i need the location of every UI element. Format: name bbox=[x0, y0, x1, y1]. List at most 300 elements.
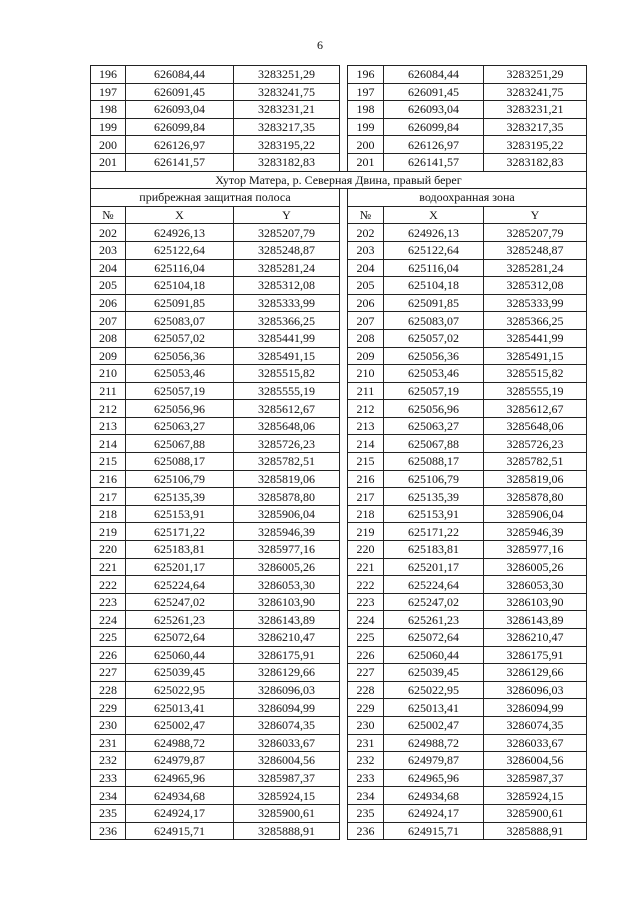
right-point-number: 228 bbox=[348, 681, 384, 699]
table-row bbox=[91, 488, 587, 506]
right-zone-title: водоохранная зона bbox=[348, 189, 587, 207]
table-row bbox=[91, 681, 587, 699]
right-y-coordinate: 3285987,37 bbox=[484, 769, 587, 787]
column-gap bbox=[340, 787, 348, 805]
column-gap bbox=[340, 294, 348, 312]
left-point-number: 217 bbox=[91, 488, 126, 506]
left-y-coordinate: 3285782,51 bbox=[234, 453, 340, 471]
column-gap bbox=[340, 417, 348, 435]
right-y-coordinate: 3285248,87 bbox=[484, 241, 587, 259]
left-y-coordinate: 3286074,35 bbox=[234, 716, 340, 734]
left-point-number: 214 bbox=[91, 435, 126, 453]
right-y-coordinate: 3285366,25 bbox=[484, 312, 587, 330]
column-gap bbox=[340, 118, 348, 136]
right-header-y: Y bbox=[484, 206, 587, 224]
column-gap bbox=[340, 259, 348, 277]
right-x-coordinate: 625083,07 bbox=[384, 312, 484, 330]
left-y-coordinate: 3285648,06 bbox=[234, 417, 340, 435]
table-row bbox=[91, 329, 587, 347]
table-row bbox=[91, 153, 587, 171]
column-gap bbox=[340, 224, 348, 242]
right-x-coordinate: 624934,68 bbox=[384, 787, 484, 805]
left-point-number: 199 bbox=[91, 118, 126, 136]
left-y-coordinate: 3285726,23 bbox=[234, 435, 340, 453]
left-point-number: 213 bbox=[91, 417, 126, 435]
left-y-coordinate: 3285281,24 bbox=[234, 259, 340, 277]
table-row bbox=[91, 752, 587, 770]
left-x-coordinate: 625039,45 bbox=[126, 664, 234, 682]
main-rows bbox=[91, 224, 587, 840]
column-gap bbox=[340, 822, 348, 840]
right-y-coordinate: 3286143,89 bbox=[484, 611, 587, 629]
left-x-coordinate: 624915,71 bbox=[126, 822, 234, 840]
table-row bbox=[91, 769, 587, 787]
left-y-coordinate: 3285924,15 bbox=[234, 787, 340, 805]
left-point-number: 236 bbox=[91, 822, 126, 840]
left-x-coordinate: 625171,22 bbox=[126, 523, 234, 541]
table-row bbox=[91, 629, 587, 647]
left-y-coordinate: 3285878,80 bbox=[234, 488, 340, 506]
right-point-number: 205 bbox=[348, 277, 384, 295]
column-gap bbox=[340, 400, 348, 418]
column-gap bbox=[340, 136, 348, 154]
left-y-coordinate: 3283195,22 bbox=[234, 136, 340, 154]
table-row bbox=[91, 435, 587, 453]
left-x-coordinate: 625261,23 bbox=[126, 611, 234, 629]
table-row bbox=[91, 224, 587, 242]
top-rows bbox=[91, 66, 587, 172]
right-y-coordinate: 3285819,06 bbox=[484, 470, 587, 488]
right-y-coordinate: 3285924,15 bbox=[484, 787, 587, 805]
right-point-number: 206 bbox=[348, 294, 384, 312]
left-point-number: 205 bbox=[91, 277, 126, 295]
right-point-number: 231 bbox=[348, 734, 384, 752]
table-row bbox=[91, 470, 587, 488]
right-point-number: 225 bbox=[348, 629, 384, 647]
left-point-number: 225 bbox=[91, 629, 126, 647]
left-x-coordinate: 624934,68 bbox=[126, 787, 234, 805]
column-gap bbox=[340, 101, 348, 119]
left-y-coordinate: 3285888,91 bbox=[234, 822, 340, 840]
column-gap bbox=[340, 382, 348, 400]
right-point-number: 212 bbox=[348, 400, 384, 418]
right-y-coordinate: 3283241,75 bbox=[484, 83, 587, 101]
left-x-coordinate: 624988,72 bbox=[126, 734, 234, 752]
table-row bbox=[91, 611, 587, 629]
column-gap bbox=[340, 664, 348, 682]
right-y-coordinate: 3285906,04 bbox=[484, 505, 587, 523]
left-point-number: 227 bbox=[91, 664, 126, 682]
right-x-coordinate: 625261,23 bbox=[384, 611, 484, 629]
right-point-number: 232 bbox=[348, 752, 384, 770]
left-point-number: 231 bbox=[91, 734, 126, 752]
column-gap bbox=[340, 558, 348, 576]
right-point-number: 203 bbox=[348, 241, 384, 259]
left-x-coordinate: 625116,04 bbox=[126, 259, 234, 277]
left-point-number: 223 bbox=[91, 593, 126, 611]
right-y-coordinate: 3286094,99 bbox=[484, 699, 587, 717]
left-x-coordinate: 626099,84 bbox=[126, 118, 234, 136]
right-x-coordinate: 624979,87 bbox=[384, 752, 484, 770]
left-x-coordinate: 624979,87 bbox=[126, 752, 234, 770]
right-y-coordinate: 3285900,61 bbox=[484, 804, 587, 822]
right-x-coordinate: 626126,97 bbox=[384, 136, 484, 154]
right-point-number: 213 bbox=[348, 417, 384, 435]
table-row bbox=[91, 646, 587, 664]
left-y-coordinate: 3285333,99 bbox=[234, 294, 340, 312]
right-header-x: X bbox=[384, 206, 484, 224]
coordinates-table bbox=[90, 65, 587, 840]
left-point-number: 226 bbox=[91, 646, 126, 664]
left-point-number: 208 bbox=[91, 329, 126, 347]
right-y-coordinate: 3286053,30 bbox=[484, 576, 587, 594]
right-y-coordinate: 3286005,26 bbox=[484, 558, 587, 576]
left-y-coordinate: 3286053,30 bbox=[234, 576, 340, 594]
table-row bbox=[91, 83, 587, 101]
left-x-coordinate: 625106,79 bbox=[126, 470, 234, 488]
left-x-coordinate: 625153,91 bbox=[126, 505, 234, 523]
column-gap bbox=[340, 241, 348, 259]
left-x-coordinate: 625057,19 bbox=[126, 382, 234, 400]
left-y-coordinate: 3285491,15 bbox=[234, 347, 340, 365]
table-row bbox=[91, 365, 587, 383]
left-y-coordinate: 3285555,19 bbox=[234, 382, 340, 400]
left-y-coordinate: 3285207,79 bbox=[234, 224, 340, 242]
right-x-coordinate: 626084,44 bbox=[384, 66, 484, 84]
left-y-coordinate: 3285900,61 bbox=[234, 804, 340, 822]
left-point-number: 230 bbox=[91, 716, 126, 734]
left-x-coordinate: 625135,39 bbox=[126, 488, 234, 506]
column-gap bbox=[340, 83, 348, 101]
table-row bbox=[91, 734, 587, 752]
right-x-coordinate: 625171,22 bbox=[384, 523, 484, 541]
right-y-coordinate: 3285555,19 bbox=[484, 382, 587, 400]
right-x-coordinate: 625088,17 bbox=[384, 453, 484, 471]
column-gap bbox=[340, 277, 348, 295]
table-row bbox=[91, 417, 587, 435]
left-x-coordinate: 624926,13 bbox=[126, 224, 234, 242]
left-point-number: 202 bbox=[91, 224, 126, 242]
right-y-coordinate: 3285782,51 bbox=[484, 453, 587, 471]
left-x-coordinate: 625053,46 bbox=[126, 365, 234, 383]
right-y-coordinate: 3285281,24 bbox=[484, 259, 587, 277]
table-row bbox=[91, 382, 587, 400]
column-gap bbox=[340, 435, 348, 453]
right-point-number: 220 bbox=[348, 541, 384, 559]
left-point-number: 212 bbox=[91, 400, 126, 418]
right-x-coordinate: 626091,45 bbox=[384, 83, 484, 101]
column-gap bbox=[340, 646, 348, 664]
right-point-number: 197 bbox=[348, 83, 384, 101]
right-point-number: 226 bbox=[348, 646, 384, 664]
column-gap bbox=[340, 681, 348, 699]
column-gap bbox=[340, 347, 348, 365]
column-gap bbox=[340, 734, 348, 752]
right-point-number: 218 bbox=[348, 505, 384, 523]
right-x-coordinate: 625224,64 bbox=[384, 576, 484, 594]
left-y-coordinate: 3286175,91 bbox=[234, 646, 340, 664]
right-x-coordinate: 624915,71 bbox=[384, 822, 484, 840]
table-row bbox=[91, 259, 587, 277]
left-y-coordinate: 3285987,37 bbox=[234, 769, 340, 787]
section-title: Хутор Матера, р. Северная Двина, правый берег bbox=[91, 171, 587, 189]
left-point-number: 206 bbox=[91, 294, 126, 312]
right-x-coordinate: 625053,46 bbox=[384, 365, 484, 383]
left-point-number: 234 bbox=[91, 787, 126, 805]
left-x-coordinate: 625022,95 bbox=[126, 681, 234, 699]
right-point-number: 214 bbox=[348, 435, 384, 453]
right-point-number: 200 bbox=[348, 136, 384, 154]
left-x-coordinate: 625091,85 bbox=[126, 294, 234, 312]
right-x-coordinate: 626099,84 bbox=[384, 118, 484, 136]
left-y-coordinate: 3286103,90 bbox=[234, 593, 340, 611]
right-y-coordinate: 3285878,80 bbox=[484, 488, 587, 506]
right-x-coordinate: 625056,36 bbox=[384, 347, 484, 365]
left-y-coordinate: 3283231,21 bbox=[234, 101, 340, 119]
right-x-coordinate: 625067,88 bbox=[384, 435, 484, 453]
right-x-coordinate: 625022,95 bbox=[384, 681, 484, 699]
right-y-coordinate: 3283251,29 bbox=[484, 66, 587, 84]
column-gap bbox=[340, 804, 348, 822]
right-point-number: 223 bbox=[348, 593, 384, 611]
right-point-number: 235 bbox=[348, 804, 384, 822]
right-header-number: № bbox=[348, 206, 384, 224]
right-point-number: 222 bbox=[348, 576, 384, 594]
left-point-number: 200 bbox=[91, 136, 126, 154]
left-y-coordinate: 3286033,67 bbox=[234, 734, 340, 752]
left-x-coordinate: 625056,36 bbox=[126, 347, 234, 365]
left-point-number: 216 bbox=[91, 470, 126, 488]
left-y-coordinate: 3286005,26 bbox=[234, 558, 340, 576]
right-y-coordinate: 3285648,06 bbox=[484, 417, 587, 435]
right-point-number: 198 bbox=[348, 101, 384, 119]
table-row bbox=[91, 66, 587, 84]
left-x-coordinate: 626141,57 bbox=[126, 153, 234, 171]
right-y-coordinate: 3285441,99 bbox=[484, 329, 587, 347]
table-row bbox=[91, 400, 587, 418]
right-x-coordinate: 625002,47 bbox=[384, 716, 484, 734]
right-point-number: 229 bbox=[348, 699, 384, 717]
right-y-coordinate: 3285946,39 bbox=[484, 523, 587, 541]
column-gap bbox=[340, 752, 348, 770]
left-y-coordinate: 3285366,25 bbox=[234, 312, 340, 330]
right-y-coordinate: 3286129,66 bbox=[484, 664, 587, 682]
column-gap bbox=[340, 593, 348, 611]
right-point-number: 224 bbox=[348, 611, 384, 629]
left-point-number: 219 bbox=[91, 523, 126, 541]
right-x-coordinate: 626141,57 bbox=[384, 153, 484, 171]
right-x-coordinate: 624926,13 bbox=[384, 224, 484, 242]
table-row bbox=[91, 118, 587, 136]
table-row bbox=[91, 505, 587, 523]
left-point-number: 218 bbox=[91, 505, 126, 523]
left-point-number: 209 bbox=[91, 347, 126, 365]
left-point-number: 210 bbox=[91, 365, 126, 383]
left-y-coordinate: 3285515,82 bbox=[234, 365, 340, 383]
column-gap bbox=[340, 716, 348, 734]
left-x-coordinate: 626084,44 bbox=[126, 66, 234, 84]
left-point-number: 203 bbox=[91, 241, 126, 259]
left-y-coordinate: 3285441,99 bbox=[234, 329, 340, 347]
left-y-coordinate: 3283182,83 bbox=[234, 153, 340, 171]
right-x-coordinate: 625104,18 bbox=[384, 277, 484, 295]
left-x-coordinate: 624924,17 bbox=[126, 804, 234, 822]
left-x-coordinate: 624965,96 bbox=[126, 769, 234, 787]
right-point-number: 217 bbox=[348, 488, 384, 506]
right-point-number: 216 bbox=[348, 470, 384, 488]
right-point-number: 209 bbox=[348, 347, 384, 365]
left-y-coordinate: 3285819,06 bbox=[234, 470, 340, 488]
right-y-coordinate: 3286103,90 bbox=[484, 593, 587, 611]
left-y-coordinate: 3285312,08 bbox=[234, 277, 340, 295]
right-y-coordinate: 3285612,67 bbox=[484, 400, 587, 418]
table-row bbox=[91, 822, 587, 840]
table-row bbox=[91, 576, 587, 594]
left-point-number: 229 bbox=[91, 699, 126, 717]
right-x-coordinate: 625057,19 bbox=[384, 382, 484, 400]
right-x-coordinate: 625247,02 bbox=[384, 593, 484, 611]
left-zone-title: прибрежная защитная полоса bbox=[91, 189, 340, 207]
left-x-coordinate: 625013,41 bbox=[126, 699, 234, 717]
right-x-coordinate: 625135,39 bbox=[384, 488, 484, 506]
right-x-coordinate: 625106,79 bbox=[384, 470, 484, 488]
table-row bbox=[91, 664, 587, 682]
right-point-number: 208 bbox=[348, 329, 384, 347]
table-row bbox=[91, 787, 587, 805]
left-y-coordinate: 3283251,29 bbox=[234, 66, 340, 84]
right-y-coordinate: 3283217,35 bbox=[484, 118, 587, 136]
right-point-number: 211 bbox=[348, 382, 384, 400]
right-x-coordinate: 624924,17 bbox=[384, 804, 484, 822]
right-y-coordinate: 3286210,47 bbox=[484, 629, 587, 647]
right-point-number: 233 bbox=[348, 769, 384, 787]
right-x-coordinate: 624965,96 bbox=[384, 769, 484, 787]
right-x-coordinate: 625153,91 bbox=[384, 505, 484, 523]
column-gap bbox=[340, 629, 348, 647]
left-point-number: 233 bbox=[91, 769, 126, 787]
left-x-coordinate: 625060,44 bbox=[126, 646, 234, 664]
left-y-coordinate: 3285977,16 bbox=[234, 541, 340, 559]
column-gap bbox=[340, 611, 348, 629]
left-x-coordinate: 625088,17 bbox=[126, 453, 234, 471]
right-x-coordinate: 625201,17 bbox=[384, 558, 484, 576]
left-point-number: 201 bbox=[91, 153, 126, 171]
table-row bbox=[91, 347, 587, 365]
left-point-number: 220 bbox=[91, 541, 126, 559]
left-x-coordinate: 625002,47 bbox=[126, 716, 234, 734]
left-y-coordinate: 3285248,87 bbox=[234, 241, 340, 259]
right-x-coordinate: 625091,85 bbox=[384, 294, 484, 312]
right-x-coordinate: 625122,64 bbox=[384, 241, 484, 259]
left-point-number: 222 bbox=[91, 576, 126, 594]
table-row bbox=[91, 241, 587, 259]
right-y-coordinate: 3286074,35 bbox=[484, 716, 587, 734]
right-point-number: 221 bbox=[348, 558, 384, 576]
right-x-coordinate: 625057,02 bbox=[384, 329, 484, 347]
right-point-number: 219 bbox=[348, 523, 384, 541]
right-point-number: 230 bbox=[348, 716, 384, 734]
right-y-coordinate: 3286004,56 bbox=[484, 752, 587, 770]
right-x-coordinate: 625039,45 bbox=[384, 664, 484, 682]
right-y-coordinate: 3283182,83 bbox=[484, 153, 587, 171]
left-x-coordinate: 625057,02 bbox=[126, 329, 234, 347]
table-row bbox=[91, 136, 587, 154]
column-gap bbox=[340, 206, 348, 224]
table-row bbox=[91, 716, 587, 734]
left-point-number: 215 bbox=[91, 453, 126, 471]
page-number: 6 bbox=[317, 38, 323, 52]
right-point-number: 202 bbox=[348, 224, 384, 242]
table-row bbox=[91, 558, 587, 576]
column-gap bbox=[340, 365, 348, 383]
right-x-coordinate: 625013,41 bbox=[384, 699, 484, 717]
left-point-number: 211 bbox=[91, 382, 126, 400]
table-row bbox=[91, 804, 587, 822]
table-row bbox=[91, 312, 587, 330]
left-y-coordinate: 3285612,67 bbox=[234, 400, 340, 418]
table-row bbox=[91, 277, 587, 295]
left-x-coordinate: 625247,02 bbox=[126, 593, 234, 611]
right-y-coordinate: 3286096,03 bbox=[484, 681, 587, 699]
column-gap bbox=[340, 453, 348, 471]
left-header-y: Y bbox=[234, 206, 340, 224]
left-point-number: 221 bbox=[91, 558, 126, 576]
left-x-coordinate: 625056,96 bbox=[126, 400, 234, 418]
right-y-coordinate: 3285726,23 bbox=[484, 435, 587, 453]
right-x-coordinate: 625060,44 bbox=[384, 646, 484, 664]
column-gap bbox=[340, 699, 348, 717]
left-point-number: 207 bbox=[91, 312, 126, 330]
right-x-coordinate: 626093,04 bbox=[384, 101, 484, 119]
table-row bbox=[91, 294, 587, 312]
right-point-number: 201 bbox=[348, 153, 384, 171]
table-row bbox=[91, 453, 587, 471]
column-gap bbox=[340, 769, 348, 787]
right-point-number: 215 bbox=[348, 453, 384, 471]
left-point-number: 228 bbox=[91, 681, 126, 699]
table-row bbox=[91, 699, 587, 717]
left-y-coordinate: 3286210,47 bbox=[234, 629, 340, 647]
right-point-number: 210 bbox=[348, 365, 384, 383]
left-y-coordinate: 3286129,66 bbox=[234, 664, 340, 682]
right-y-coordinate: 3285977,16 bbox=[484, 541, 587, 559]
column-gap bbox=[340, 153, 348, 171]
right-point-number: 227 bbox=[348, 664, 384, 682]
column-gap bbox=[340, 576, 348, 594]
left-x-coordinate: 625072,64 bbox=[126, 629, 234, 647]
left-x-coordinate: 626126,97 bbox=[126, 136, 234, 154]
left-x-coordinate: 625067,88 bbox=[126, 435, 234, 453]
left-y-coordinate: 3283217,35 bbox=[234, 118, 340, 136]
left-x-coordinate: 625183,81 bbox=[126, 541, 234, 559]
right-x-coordinate: 624988,72 bbox=[384, 734, 484, 752]
column-gap bbox=[340, 329, 348, 347]
right-point-number: 204 bbox=[348, 259, 384, 277]
left-x-coordinate: 625104,18 bbox=[126, 277, 234, 295]
left-y-coordinate: 3283241,75 bbox=[234, 83, 340, 101]
left-x-coordinate: 626093,04 bbox=[126, 101, 234, 119]
right-point-number: 199 bbox=[348, 118, 384, 136]
left-y-coordinate: 3285906,04 bbox=[234, 505, 340, 523]
left-y-coordinate: 3286096,03 bbox=[234, 681, 340, 699]
left-x-coordinate: 625063,27 bbox=[126, 417, 234, 435]
table-row bbox=[91, 593, 587, 611]
right-x-coordinate: 625056,96 bbox=[384, 400, 484, 418]
right-y-coordinate: 3285207,79 bbox=[484, 224, 587, 242]
right-y-coordinate: 3286175,91 bbox=[484, 646, 587, 664]
right-point-number: 207 bbox=[348, 312, 384, 330]
column-gap bbox=[340, 488, 348, 506]
